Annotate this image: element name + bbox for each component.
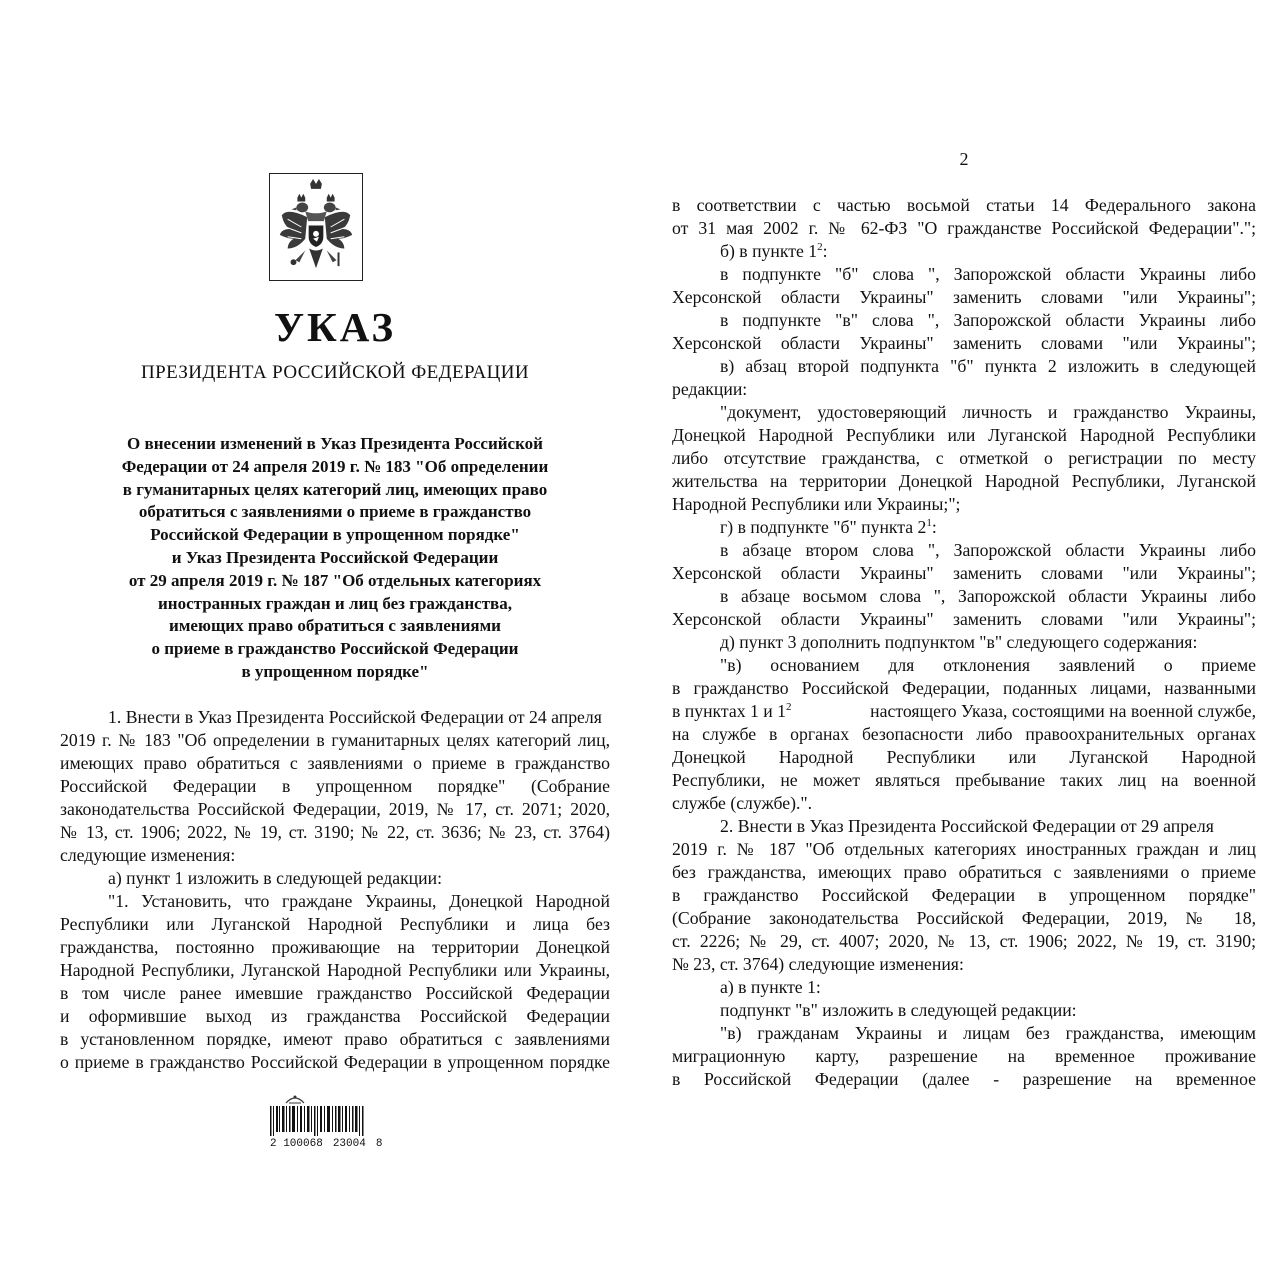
body-line: а) в пункте 1: xyxy=(720,977,821,997)
body-line: подпункт "в" изложить в следующей редакции: xyxy=(720,1000,1077,1020)
body-line: Российской Федерации в упрощенном порядке" (Собрание xyxy=(60,776,610,796)
body-line: Херсонской области Украины" заменить словами "или Украины"; xyxy=(672,333,1256,353)
body-line: в соответствии с частью восьмой статьи 14 Федерального закона xyxy=(672,195,1256,215)
body-line: имеющих право обратиться с заявлениями о приеме в гражданство xyxy=(60,753,610,773)
body-line: 2019 г. № 183 "Об определении в гуманитарных целях категорий лиц, xyxy=(60,730,610,750)
body-line-text-with-superscript xyxy=(672,700,791,723)
body-line: от 31 мая 2002 г. № 62-ФЗ "О гражданстве Российской Федерации"."; xyxy=(672,218,1256,238)
body-line xyxy=(672,240,1256,263)
title-line: в упрощенном порядке" xyxy=(241,661,429,681)
double-headed-eagle-icon xyxy=(270,174,362,280)
body-line: редакции: xyxy=(672,379,748,399)
superscript: 1 xyxy=(926,517,932,530)
title-line: и Указ Президента Российской Федерации xyxy=(171,547,499,567)
body-line: в том числе ранее имевшие гражданство Российской Федерации xyxy=(60,983,610,1003)
body-line: Донецкой Народной Республики или Луганской Народной xyxy=(672,747,1256,767)
document-issuer-heading: ПРЕЗИДЕНТА РОССИЙСКОЙ ФЕДЕРАЦИИ xyxy=(141,362,529,383)
title-line: обратиться с заявлениями о приеме в гражданство xyxy=(138,502,532,522)
body-line: (Собрание законодательства Российской Федерации, 2019, № 18, xyxy=(672,908,1256,928)
body-line: Республики, не может являться пребывание таких лиц на военной xyxy=(672,770,1256,790)
body-line: в установленном порядке, имеют право обратиться с заявлениями xyxy=(60,1029,610,1049)
body-line: либо отсутствие гражданства, с отметкой о регистрации по месту xyxy=(672,448,1256,468)
body-line: следующие изменения: xyxy=(60,845,236,865)
barcode-digits-a: 2 100068 xyxy=(270,1138,323,1150)
body-line: в абзаце восьмом слова ", Запорожской области Украины либо xyxy=(720,586,1256,606)
barcode xyxy=(270,1093,440,1151)
body-line: ст. 2226; № 29, ст. 4007; 2020, № 13, ст. 1906; 2022, № 19, ст. 3190; xyxy=(672,931,1256,951)
body-line: в гражданство Российской Федерации в упрощенном порядке" xyxy=(672,885,1256,905)
body-line xyxy=(672,516,1256,539)
barcode-number xyxy=(270,1138,440,1151)
body-line: а) пункт 1 изложить в следующей редакции: xyxy=(108,868,442,888)
body-line: без гражданства, имеющих право обратиться с заявлениями о приеме xyxy=(672,862,1256,882)
body-line-text: настоящего Указа, состоящими на военной службе, xyxy=(870,701,1256,721)
body-line: и оформившие выход из гражданства Российской Федерации xyxy=(60,1006,610,1026)
document-type-heading: УКАЗ xyxy=(273,304,397,350)
body-line: Донецкой Народной Республики или Луганской Народной Республики xyxy=(672,425,1256,445)
body-line: 1. Внести в Указ Президента Российской Федерации от 24 апреля xyxy=(108,707,602,727)
superscript: 2 xyxy=(817,241,823,254)
body-line: Херсонской области Украины" заменить словами "или Украины"; xyxy=(672,609,1256,629)
body-line: Народной Республики или Украины;"; xyxy=(672,494,961,514)
body-line: законодательства Российской Федерации, 2019, № 17, ст. 2071; 2020, xyxy=(60,799,610,819)
title-line: о приеме в гражданство Российской Федерации xyxy=(151,639,519,659)
page-number: 2 xyxy=(959,149,969,169)
body-line: в Российской Федерации (далее - разрешение на временное xyxy=(672,1069,1256,1089)
body-line: миграционную карту, разрешение на временное проживание xyxy=(672,1046,1256,1066)
title-line: имеющих право обратиться с заявлениями xyxy=(169,616,501,636)
body-line-text: : xyxy=(931,517,937,537)
body-line: Республики или Луганской Народной Республики и лица без xyxy=(60,914,610,934)
body-line: д) пункт 3 дополнить подпунктом "в" следующего содержания: xyxy=(720,632,1198,652)
body-line: 2019 г. № 187 "Об отдельных категориях иностранных граждан и лиц xyxy=(672,839,1256,859)
body-line: гражданства, постоянно проживающие на территории Донецкой xyxy=(60,937,610,957)
body-line: Народной Республики, Луганской Народной Республики или Украины, xyxy=(60,960,610,980)
body-line: "документ, удостоверяющий личность и гражданство Украины, xyxy=(720,402,1256,422)
body-line: № 13, ст. 1906; 2022, № 19, ст. 3190; № 22, ст. 3636; № 23, ст. 3764) xyxy=(60,822,610,842)
barcode-digits-c: 8 xyxy=(375,1138,383,1150)
body-line: в подпункте "в" слова ", Запорожской области Украины либо xyxy=(720,310,1256,330)
body-line-text: б) в пункте 1 xyxy=(720,241,818,261)
body-line: 2. Внести в Указ Президента Российской Федерации от 29 апреля xyxy=(720,816,1214,836)
body-line: "в) основанием для отклонения заявлений о приеме xyxy=(720,655,1256,675)
superscript: 2 xyxy=(785,701,792,714)
body-line: "в) гражданам Украины и лицам без гражданства, имеющим xyxy=(720,1023,1256,1043)
body-line: в абзаце втором слова ", Запорожской области Украины либо xyxy=(720,540,1256,560)
body-line: Херсонской области Украины" заменить словами "или Украины"; xyxy=(672,563,1256,583)
coat-of-arms-emblem xyxy=(269,173,363,281)
body-line: № 23, ст. 3764) следующие изменения: xyxy=(672,954,964,974)
barcode-digits-b: 23004 xyxy=(332,1138,366,1150)
publisher-logo-icon xyxy=(284,1093,306,1105)
decree-title xyxy=(60,433,610,684)
title-line: Федерации от 24 апреля 2019 г. № 183 "Об определении xyxy=(121,456,549,476)
title-line: О внесении изменений в Указ Президента Российской xyxy=(127,434,543,453)
body-line: о приеме в гражданство Российской Федерации в упрощенном порядке xyxy=(60,1052,610,1072)
body-line: в подпункте "б" слова ", Запорожской области Украины либо xyxy=(720,264,1256,284)
body-line: жительства на территории Донецкой Народной Республики, Луганской xyxy=(672,471,1256,491)
body-line-text: в пунктах 1 и 1 xyxy=(672,701,786,721)
title-line: Российской Федерации в упрощенном порядке" xyxy=(150,525,520,545)
body-line: "1. Установить, что граждане Украины, Донецкой Народной xyxy=(108,891,610,911)
body-line: на службе в органах безопасности либо правоохранительных органах xyxy=(672,724,1256,744)
body-line-text: : xyxy=(822,241,828,261)
body-line: в гражданство Российской Федерации, поданных лицами, названными xyxy=(672,678,1256,698)
body-line-text: г) в подпункте "б" пункта 2 xyxy=(720,517,927,537)
body-line: в) абзац второй подпункта "б" пункта 2 изложить в следующей xyxy=(720,356,1256,376)
title-line: иностранных граждан и лиц без гражданства, xyxy=(158,593,512,613)
body-line: службе (службе).". xyxy=(672,793,813,813)
title-line: в гуманитарных целях категорий лиц, имеющих право xyxy=(122,479,548,499)
body-line: Херсонской области Украины" заменить словами "или Украины"; xyxy=(672,287,1256,307)
title-line: от 29 апреля 2019 г. № 187 "Об отдельных категориях xyxy=(128,570,542,590)
body-line xyxy=(672,700,1256,723)
barcode-bars xyxy=(270,1106,366,1136)
